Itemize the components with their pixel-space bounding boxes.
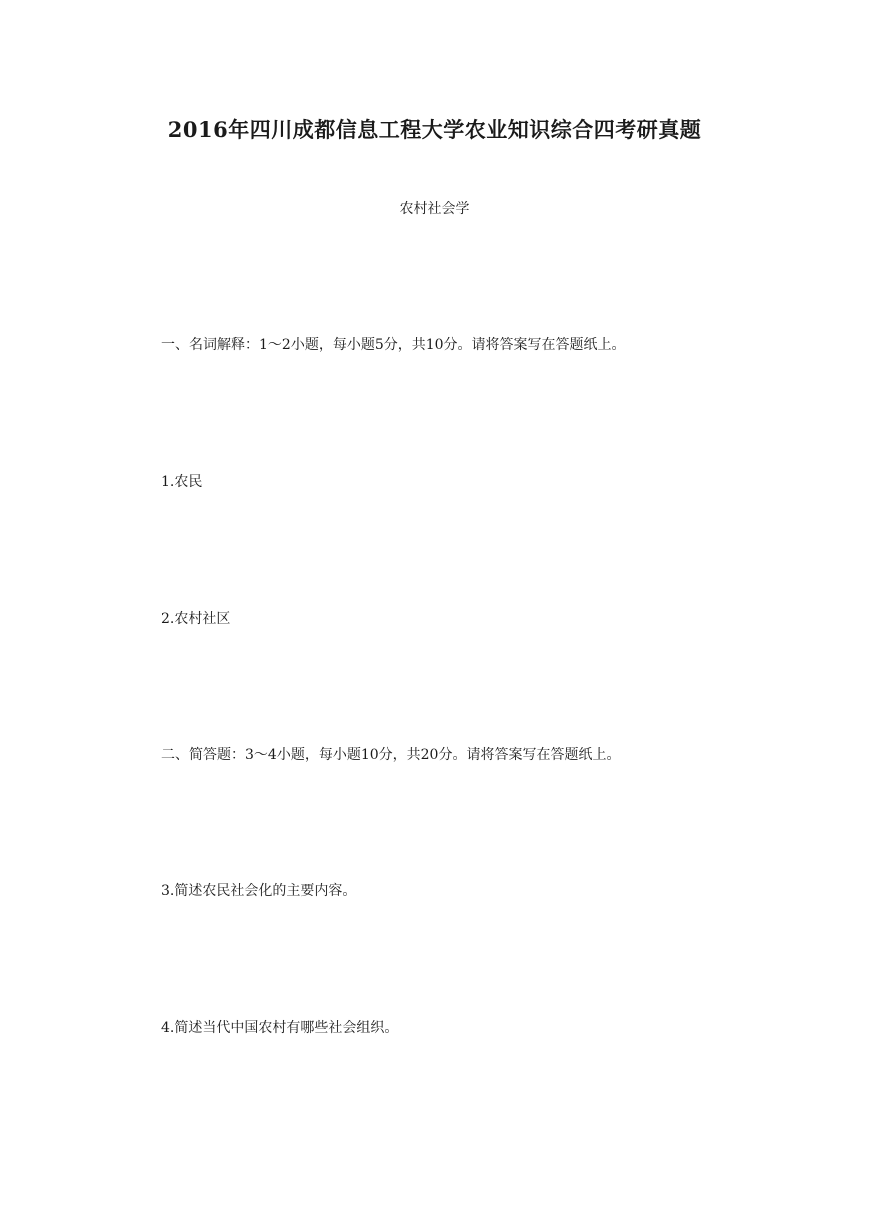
question-2: 2.农村社区 bbox=[161, 611, 231, 627]
question-3: 3.简述农民社会化的主要内容。 bbox=[161, 883, 357, 899]
question-4: 4.简述当代中国农村有哪些社会组织。 bbox=[161, 1020, 399, 1036]
question-1: 1.农民 bbox=[161, 474, 203, 490]
section-heading-terms: 一、名词解释：1～2小题，每小题5分，共10分。请将答案写在答题纸上。 bbox=[161, 337, 626, 353]
section-heading-short-answer: 二、简答题：3～4小题，每小题10分，共20分。请将答案写在答题纸上。 bbox=[161, 747, 621, 763]
document-subtitle: 农村社会学 bbox=[399, 201, 470, 217]
document-title: 2016年四川成都信息工程大学农业知识综合四考研真题 bbox=[167, 117, 702, 142]
